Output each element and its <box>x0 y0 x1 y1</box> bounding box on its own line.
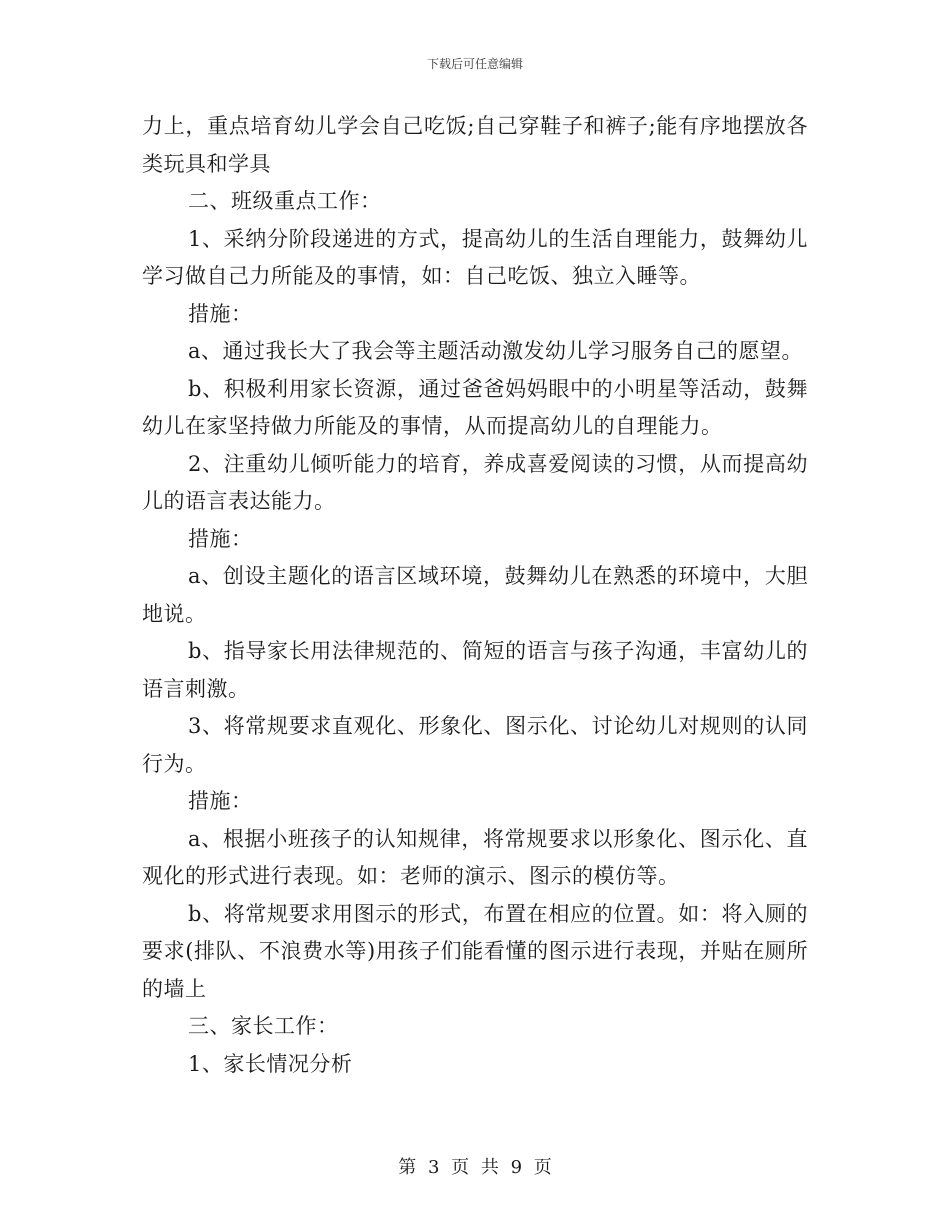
paragraph: 1、家长情况分析 <box>188 1051 353 1076</box>
paragraph: 3、将常规要求直观化、形象化、图示化、讨论幼儿对规则的认同行为。 <box>142 714 808 776</box>
measures-label: 措施： <box>188 301 253 326</box>
paragraph: 2、注重幼儿倾听能力的培育，养成喜爱阅读的习惯，从而提高幼儿的语言表达能力。 <box>142 451 808 513</box>
paragraph: a、通过我长大了我会等主题活动激发幼儿学习服务自己的愿望。 <box>188 339 804 363</box>
document-body <box>142 108 808 1083</box>
paragraph: a、根据小班孩子的认知规律，将常规要求以形象化、图示化、直观化的形式进行表现。如：老师的演示、图示的模仿等。 <box>142 826 808 888</box>
paragraph: 力上，重点培育幼儿学会自己吃饭;自己穿鞋子和裤子;能有序地摆放各类玩具和学具 <box>142 114 808 176</box>
section-heading: 二、班级重点工作： <box>188 189 382 213</box>
paragraph: 1、采纳分阶段递进的方式，提高幼儿的生活自理能力，鼓舞幼儿学习做自己力所能及的事情，如：自己吃饭、独立入睡等。 <box>142 226 808 288</box>
paragraph: b、积极利用家长资源，通过爸爸妈妈眼中的小明星等活动，鼓舞幼儿在家坚持做力所能及的事情，从而提高幼儿的自理能力。 <box>142 376 808 438</box>
section-heading: 三、家长工作： <box>188 1014 339 1038</box>
paragraph: b、将常规要求用图示的形式，布置在相应的位置。如：将入厕的要求(排队、不浪费水等)用孩子们能看懂的图示进行表现，并贴在厕所的墙上 <box>142 901 808 1001</box>
paragraph: a、创设主题化的语言区域环境，鼓舞幼儿在熟悉的环境中，大胆地说。 <box>142 564 808 626</box>
page-footer: 第 3 页 共 9 页 <box>398 1157 552 1178</box>
paragraph: b、指导家长用法律规范的、简短的语言与孩子沟通，丰富幼儿的语言刺激。 <box>142 639 808 701</box>
page-header: 下载后可任意编辑 <box>426 57 523 71</box>
measures-label: 措施： <box>188 526 253 551</box>
measures-label: 措施： <box>188 789 253 813</box>
